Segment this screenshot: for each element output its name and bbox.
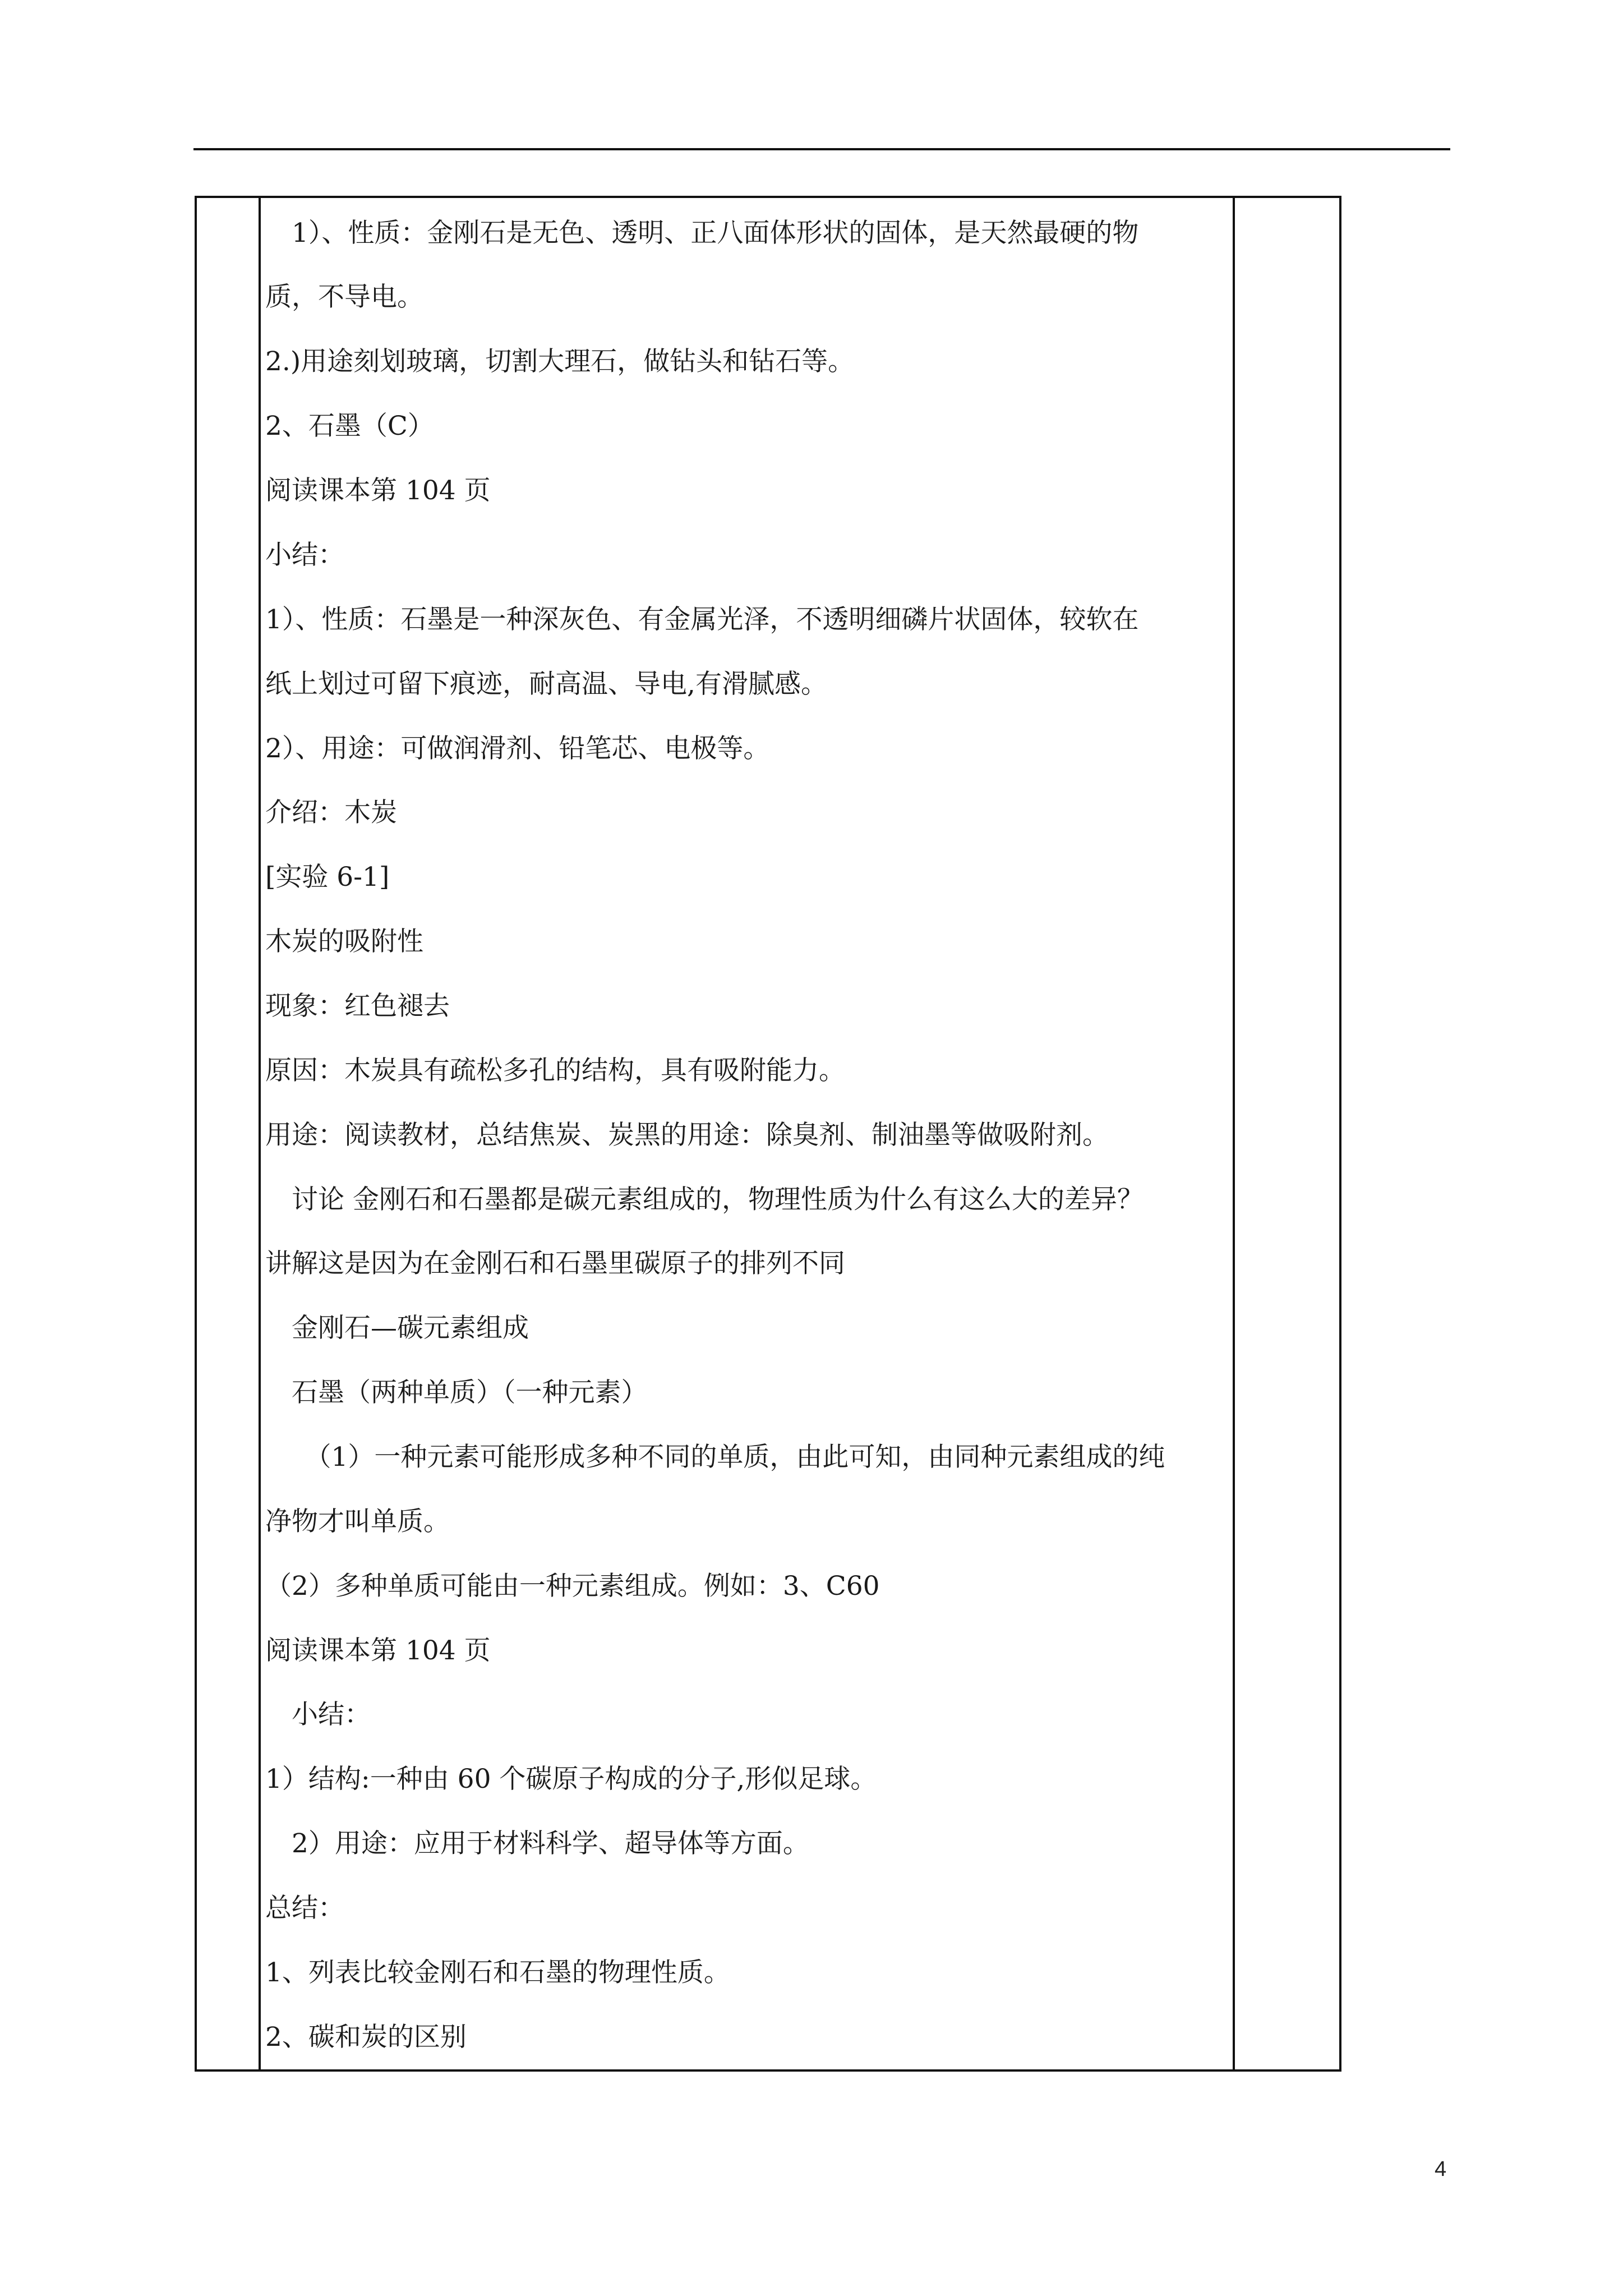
text-line: 2）用途：应用于材料科学、超导体等方面。 [265,1828,809,1859]
text-line: 小结： [265,540,344,570]
text-line: 1、列表比较金刚石和石墨的物理性质。 [265,1957,730,1988]
text-line: 2.)用途刻划玻璃，切割大理石，做钻头和钻石等。 [265,346,855,377]
text-line: 2）、用途：可做润滑剂、铅笔芯、电极等。 [265,733,770,764]
text-line: 纸上划过可留下痕迹，耐高温、导电,有滑腻感。 [265,669,827,700]
text-line: 金刚石—碳元素组成 [265,1313,529,1343]
text-line: 用途：阅读教材，总结焦炭、炭黑的用途：除臭剂、制油墨等做吸附剂。 [265,1120,1109,1151]
text-line: 木炭的吸附性 [265,926,423,957]
table-column-divider-right [1233,198,1235,2069]
lesson-table [195,196,1341,2072]
text-line: 1）、性质：石墨是一种深灰色、有金属光泽，不透明细磷片状固体，较软在 [265,604,1139,635]
text-line: 阅读课本第 104 页 [265,475,491,506]
header-rule [193,148,1450,150]
table-content-cell [265,198,1233,2069]
text-line: 1）、性质：金刚石是无色、透明、正八面体形状的固体，是天然最硬的物 [265,218,1139,249]
text-line: 小结： [265,1699,371,1730]
text-line: 2、碳和炭的区别 [265,2022,467,2053]
text-line: 原因：木炭具有疏松多孔的结构，具有吸附能力。 [265,1055,845,1086]
page-number: 4 [1435,2157,1447,2181]
text-line: 讲解这是因为在金刚石和石墨里碳原子的排列不同 [265,1248,845,1279]
text-line: 净物才叫单质。 [265,1506,450,1537]
text-line: 1）结构:一种由 60 个碳原子构成的分子,形似足球。 [265,1764,877,1795]
text-line: （2）多种单质可能由一种元素组成。例如：3、C60 [265,1571,880,1602]
text-line: [实验 6-1] [265,862,390,892]
text-line: 质，不导电。 [265,282,423,312]
text-line: 讨论 金刚石和石墨都是碳元素组成的，物理性质为什么有这么大的差异？ [265,1184,1144,1215]
text-line: 石墨（两种单质）（一种元素） [265,1377,648,1408]
text-line: 现象：红色褪去 [265,991,450,1022]
text-line: 2、石墨（C） [265,411,434,441]
text-line: 总结： [265,1893,344,1924]
text-line: 介绍：木炭 [265,797,397,828]
text-line: （1）一种元素可能形成多种不同的单质，由此可知，由同种元素组成的纯 [265,1442,1165,1473]
table-column-divider-left [259,198,261,2069]
text-line: 阅读课本第 104 页 [265,1635,491,1666]
